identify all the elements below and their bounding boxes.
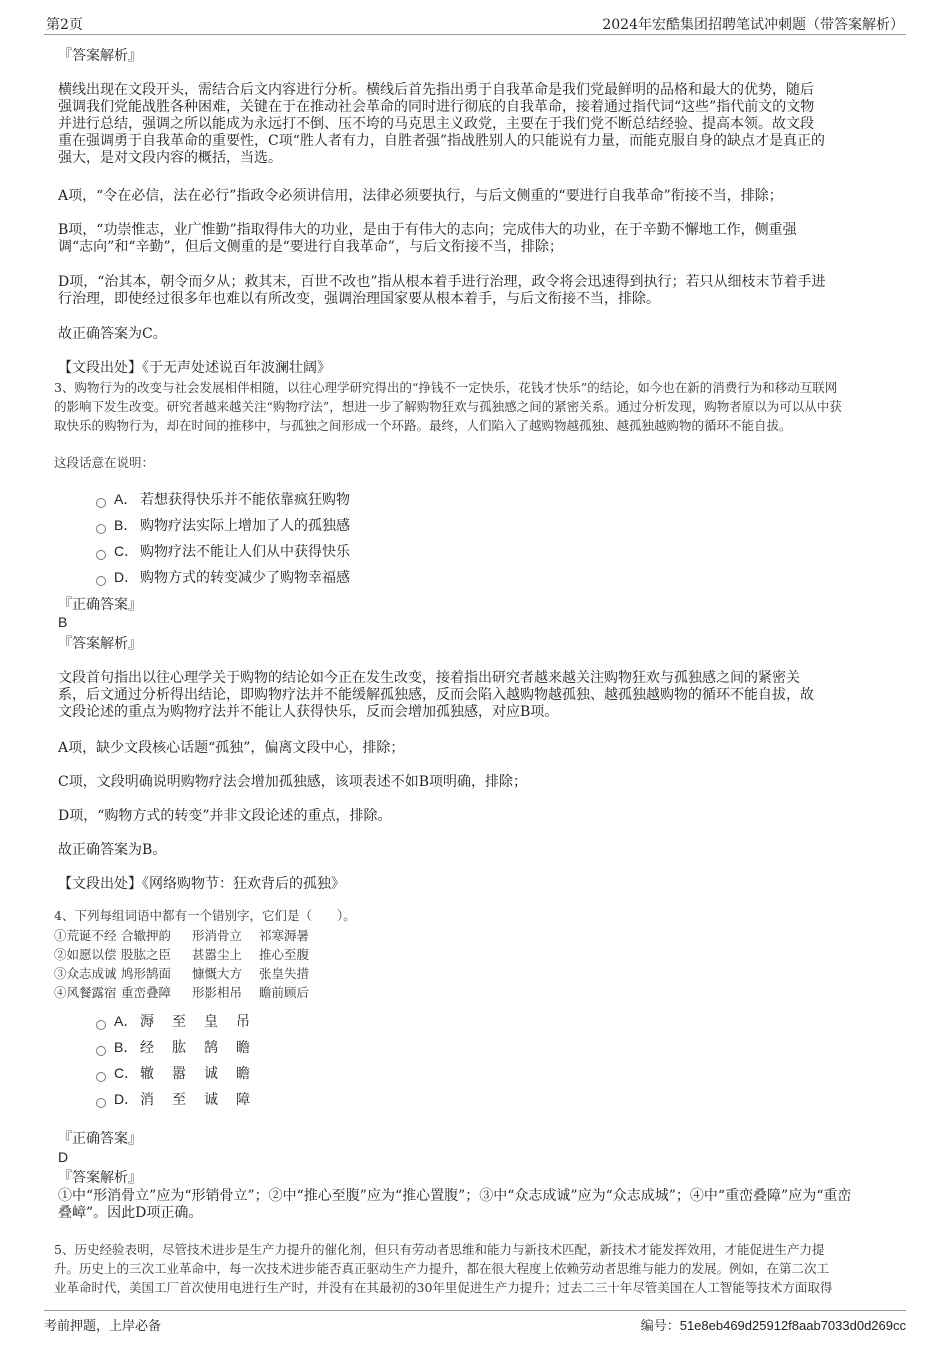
q3-option-d[interactable]: D． 购物方式的转变减少了购物幸福感 [96,568,350,587]
q2-option-d-analysis [58,274,900,308]
radio-button-icon[interactable] [96,1072,106,1082]
q3-prompt: 这段话意在说明： [54,455,155,470]
q4-word-groups [54,926,902,1002]
text-line: 的影响下发生改变。研究者越来越关注“购物疗法”，想进一步了解购物狂欢与孤独感之间的紧密关系。通过分析发现，购物者原以为可以从中获 [54,399,842,414]
option-text: 若想获得快乐并不能依靠疯狂购物 [140,492,350,508]
text-line: 强大，是对文段内容的概括，当选。 [58,150,282,166]
q3-answer-heading: 『正确答案』 [58,597,142,613]
text-line: 调“志向”和“辛勤”，但后文侧重的是“要进行自我革命”，与后文衔接不当，排除； [58,239,563,255]
text-line: 取快乐的购物行为，却在时间的推移中，与孤独之间形成一个环路。最终，人们陷入了越购物越孤独、越孤独越购物的循环不能自拔。 [54,418,792,433]
q3-option-a-analysis: A项，缺少文段核心话题“孤独”，偏离文段中心，排除； [58,740,405,756]
text-line: 升。历史上的三次工业革命中，每一次技术进步能否真正驱动生产力提升，都在很大程度上依赖劳动者思维与能力的发展。例如，在第二次工 [54,1261,830,1276]
q4-answer-heading: 『正确答案』 [58,1131,142,1147]
q4-analysis-heading: 『答案解析』 [58,1170,142,1186]
footer-slogan: 考前押题，上岸必备 [44,1319,162,1334]
q4-stem: 4、下列每组词语中都有一个错别字，它们是（ ）。 [54,908,356,923]
q3-answer: B [58,614,68,630]
page-number: 第2页 [46,17,83,33]
q3-source: 【文段出处】《网络购物节：狂欢背后的孤独》 [58,876,345,892]
radio-button-icon[interactable] [96,576,106,586]
document-code: 编号：51e8eb469d25912f8aab7033d0d269cc [640,1318,906,1334]
radio-button-icon[interactable] [96,1020,106,1030]
text-line: 系，后文通过分析得出结论，即购物疗法并不能缓解孤独感，反而会陷入越购物越孤独、越孤独越购物的循环不能自拔，故 [58,687,814,703]
q3-analysis-heading: 『答案解析』 [58,636,142,652]
text-line: 业革命时代，美国工厂首次使用电进行生产时，并没有在其最初的30年里促进生产力提升；过去二三十年尽管美国在人工智能等技术方面取得 [54,1280,833,1295]
option-text: 购物方式的转变减少了购物幸福感 [140,570,350,586]
text-line: 文段论述的重点为购物疗法并不能让人获得快乐，反而会增加孤独感，对应B项。 [58,704,559,720]
q3-analysis-paragraph [58,670,900,721]
radio-button-icon[interactable] [96,498,106,508]
text-line: 横线出现在文段开头，需结合后文内容进行分析。横线后首先指出勇于自我革命是我们党最鲜明的品格和最大的优势，随后 [58,82,814,98]
word-group-row: ③众志成诚 鸠形鹄面 慷慨大方 张皇失措 [54,966,310,981]
q2-analysis-heading: 『答案解析』 [58,48,142,64]
word-group-row: ④风餐露宿 重峦叠障 形影相吊 瞻前顾后 [54,985,310,1000]
option-text: 购物疗法不能让人们从中获得快乐 [140,544,350,560]
page-header [44,12,906,35]
radio-button-icon[interactable] [96,1046,106,1056]
text-line: 并进行总结，强调之所以能成为永远打不倒、压不垮的马克思主义政党，主要在于我们党不断总结经验、提高本领。故文段 [58,116,814,132]
q4-answer: D [58,1149,69,1165]
option-text: 购物疗法实际上增加了人的孤独感 [140,518,350,534]
q2-option-b-analysis [58,222,900,256]
text-line: 重在强调勇于自我革命的重要性，C项“胜人者有力，自胜者强”指战胜别人的只能说有力量，而能克服自身的缺点才是真正的 [58,133,826,149]
radio-button-icon[interactable] [96,524,106,534]
radio-button-icon[interactable] [96,1098,106,1108]
q4-option-b[interactable]: B． 经 肱 鹄 瞻 [96,1038,268,1057]
q3-option-d-analysis: D项，“购物方式的转变”并非文段论述的重点，排除。 [58,808,392,824]
text-line: ①中“形消骨立”应为“形销骨立”；②中“推心至腹”应为“推心置腹”；③中“众志成诚”应为“众志成城”；④中“重峦叠障”应为“重峦 [58,1188,852,1204]
q5-stem [54,1240,902,1297]
q2-source: 【文段出处】《于无声处述说百年波澜壮阔》 [58,360,331,376]
q4-option-a[interactable]: A． 溽 至 皇 吊 [96,1012,268,1031]
q4-option-c[interactable]: C． 辙 嚣 诚 瞻 [96,1064,268,1083]
q3-stem [54,378,902,435]
text-line: 强调我们党能战胜各种困难，关键在于在推动社会革命的同时进行彻底的自我革命，接着通过指代词“这些”指代前文的文物 [58,99,815,115]
document-title: 2024年宏酷集团招聘笔试冲刺题（带答案解析） [602,17,904,33]
text-line: D项，“治其本，朝令而夕从；救其末，百世不改也”指从根本着手进行治理，政令将会迅速得到执行；若只从细枝末节着手进 [58,274,826,290]
text-line: 5、历史经验表明，尽管技术进步是生产力提升的催化剂，但只有劳动者思维和能力与新技术匹配，新技术才能发挥效用，才能促进生产力提 [54,1242,825,1257]
q2-option-a-analysis: A项，“令在必信，法在必行”指政令必须讲信用，法律必须要执行，与后文侧重的“要进行自我革命”衔接不当，排除； [58,188,783,204]
page-footer [44,1310,906,1335]
text-line: 行治理，即使经过很多年也难以有所改变，强调治理国家要从根本着手，与后文衔接不当，排除。 [58,291,660,307]
q4-analysis [58,1188,900,1222]
text-line: 叠嶂”。因此D项正确。 [58,1205,203,1221]
q3-conclusion: 故正确答案为B。 [58,842,167,858]
text-line: 文段首句指出以往心理学关于购物的结论如今正在发生改变，接着指出研究者越来越关注购物狂欢与孤独感之间的紧密关 [58,670,800,686]
q3-option-c[interactable]: C． 购物疗法不能让人们从中获得快乐 [96,542,350,561]
radio-button-icon[interactable] [96,550,106,560]
q4-option-d[interactable]: D． 消 至 诚 障 [96,1090,268,1109]
text-line: 3、购物行为的改变与社会发展相伴相随，以往心理学研究得出的“挣钱不一定快乐，花钱才快乐”的结论，如今也在新的消费行为和移动互联网 [54,380,838,395]
word-group-row: ①荒诞不经 合辙押韵 形消骨立 祁寒溽暑 [54,928,310,943]
q3-option-b[interactable]: B． 购物疗法实际上增加了人的孤独感 [96,516,350,535]
q3-option-a[interactable]: A． 若想获得快乐并不能依靠疯狂购物 [96,490,350,509]
text-line: B项，“功崇惟志，业广惟勤”指取得伟大的功业，是由于有伟大的志向；完成伟大的功业，在于辛勤不懈地工作，侧重强 [58,222,797,238]
q2-analysis-paragraph [58,82,900,167]
q2-conclusion: 故正确答案为C。 [58,326,167,342]
q3-option-c-analysis: C项，文段明确说明购物疗法会增加孤独感，该项表述不如B项明确，排除； [58,774,527,790]
word-group-row: ②如愿以偿 股肱之臣 甚嚣尘上 推心至腹 [54,947,310,962]
